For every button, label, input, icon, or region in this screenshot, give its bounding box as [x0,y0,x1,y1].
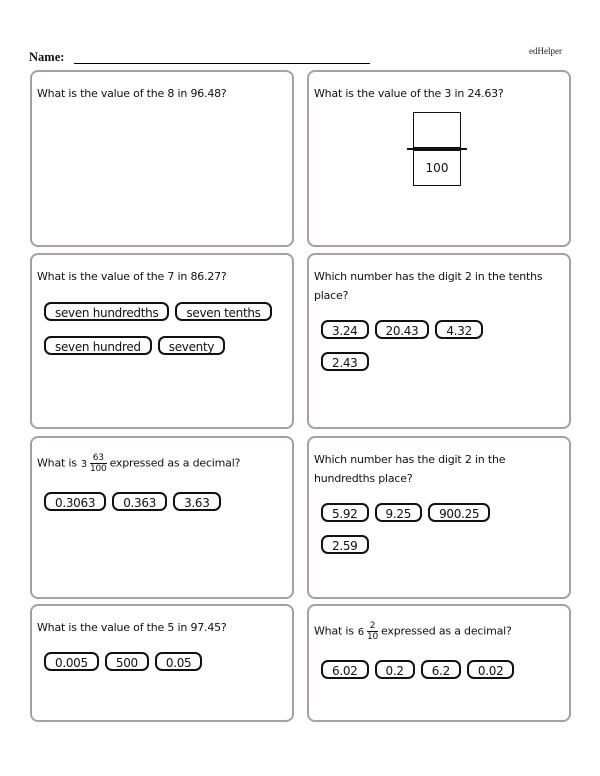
question-card-8 [307,604,571,722]
question-text: What is the value of the 5 in 97.45? [37,621,227,634]
question-text: Which number has the digit 2 in the hundredths place? [314,453,506,485]
answer-option[interactable]: 2.43 [321,352,369,371]
answer-option[interactable]: 9.25 [375,503,423,522]
question-text: What is the value of the 3 in 24.63? [314,87,504,100]
question-text [37,453,284,474]
answer-options [44,652,284,671]
question-text: Which number has the digit 2 in the tenths place? [314,270,543,302]
answer-option[interactable]: 2.59 [321,535,369,554]
brand-label: edHelper [529,46,562,56]
answer-option[interactable]: 0.3063 [44,492,106,511]
answer-option[interactable]: 0.2 [375,660,415,679]
question-card-7 [30,604,294,722]
answer-option[interactable]: 500 [105,652,149,671]
fraction [90,453,107,474]
answer-options [321,503,561,554]
question-card-5 [30,436,294,599]
question-prefix: What is [314,624,354,638]
answer-options [44,492,284,511]
answer-options [321,660,561,679]
mixed-whole: 6 [357,626,364,638]
answer-option[interactable]: seven tenths [175,302,271,321]
denominator-box: 100 [413,150,461,186]
answer-option[interactable]: 4.32 [435,320,483,339]
question-card-4 [307,253,571,429]
question-suffix: expressed as a decimal? [109,456,241,470]
question-suffix: expressed as a decimal? [381,624,512,638]
fraction-denominator: 100 [89,464,107,474]
name-line[interactable] [74,63,370,64]
answer-option[interactable]: 3.63 [173,492,221,511]
fraction [367,621,378,642]
question-card-1 [30,70,294,247]
answer-option[interactable]: seven hundredths [44,302,169,321]
answer-option[interactable]: 0.02 [467,660,515,679]
answer-option[interactable]: 3.24 [321,320,369,339]
question-text [314,621,561,642]
fraction-denominator: 10 [366,632,379,642]
question-card-2 [307,70,571,247]
name-label: Name: [29,50,65,64]
answer-option[interactable]: 0.005 [44,652,99,671]
fraction-numerator: 2 [367,621,378,632]
answer-option[interactable]: 5.92 [321,503,369,522]
question-prefix: What is [37,456,77,470]
answer-option[interactable]: 20.43 [375,320,430,339]
question-text: What is the value of the 7 in 86.27? [37,270,227,283]
answer-option[interactable]: seven hundred [44,336,152,355]
answer-option[interactable]: 0.05 [155,652,203,671]
answer-options [44,302,284,355]
answer-option[interactable]: 6.02 [321,660,369,679]
answer-option[interactable]: 0.363 [112,492,167,511]
fraction-numerator: 63 [90,453,107,464]
numerator-answer-box[interactable] [413,112,461,148]
question-card-3 [30,253,294,429]
answer-option[interactable]: seventy [158,336,225,355]
answer-option[interactable]: 6.2 [421,660,461,679]
answer-options [321,320,561,371]
question-card-6 [307,436,571,599]
question-text: What is the value of the 8 in 96.48? [37,87,227,100]
mixed-whole: 3 [80,458,87,470]
answer-option[interactable]: 900.25 [428,503,490,522]
